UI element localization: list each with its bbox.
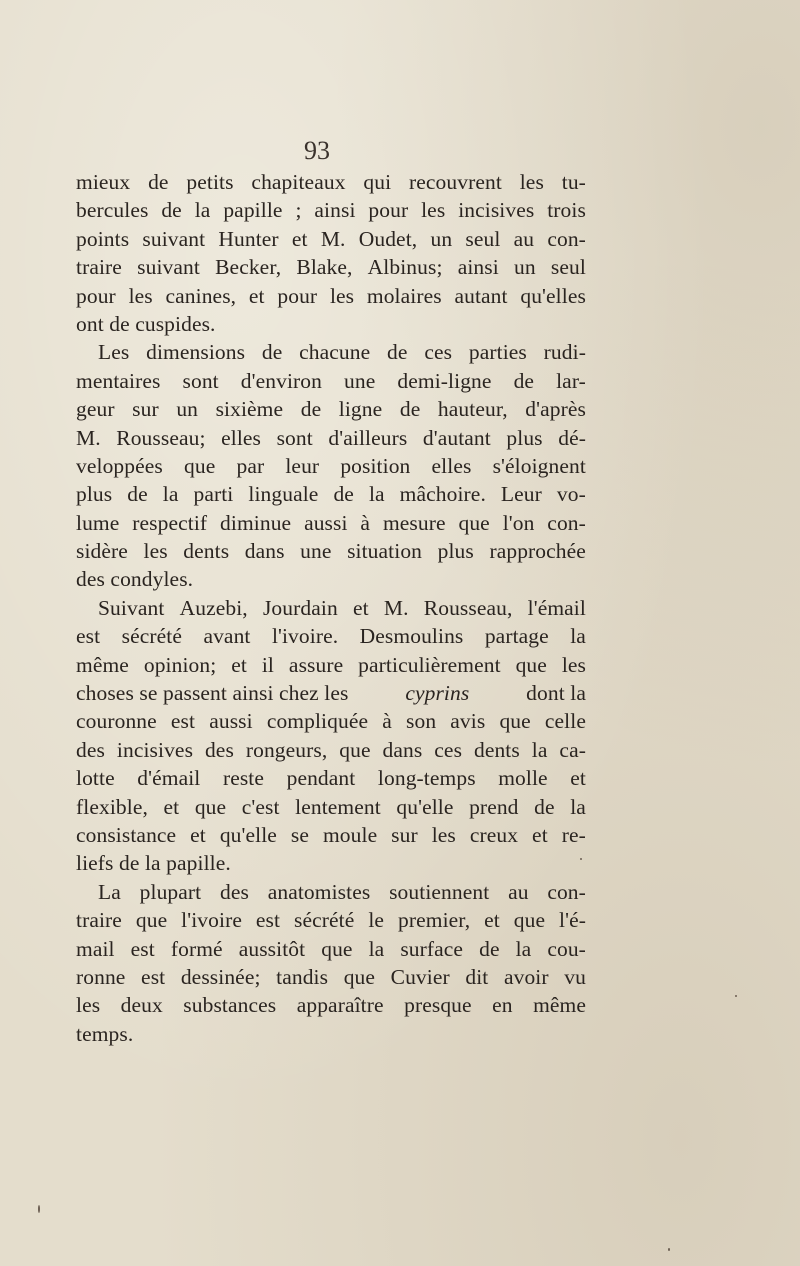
word: de xyxy=(399,397,421,422)
line-text xyxy=(76,253,586,281)
word: ronne xyxy=(76,964,126,989)
word: est xyxy=(76,624,101,649)
word: compliquée xyxy=(266,709,369,734)
word: mail xyxy=(76,936,115,961)
word: veloppées xyxy=(76,453,163,478)
text-line xyxy=(76,253,586,281)
line-text xyxy=(76,793,586,821)
word: un xyxy=(514,255,536,280)
line-text xyxy=(76,537,586,565)
text-line xyxy=(76,651,586,679)
line-text xyxy=(76,168,586,196)
word: les xyxy=(329,283,355,308)
word: reste xyxy=(222,766,265,791)
word: rapprochée xyxy=(489,539,586,564)
word: est xyxy=(255,908,281,933)
word: dit xyxy=(465,964,489,989)
word: le xyxy=(368,908,385,933)
word: de xyxy=(333,482,354,507)
word: apparaître xyxy=(296,993,384,1018)
text-line xyxy=(76,424,586,452)
word: partage xyxy=(484,624,549,649)
word: moule xyxy=(322,822,378,847)
word: parti xyxy=(193,482,234,507)
word: long-temps xyxy=(377,766,476,791)
text-line xyxy=(76,1020,586,1048)
word: Jourdain xyxy=(262,595,338,620)
text-line xyxy=(76,963,586,991)
word: cou- xyxy=(547,936,586,961)
line-text xyxy=(76,395,586,423)
word: la xyxy=(531,737,548,762)
word: avis xyxy=(450,709,486,734)
word: qu'elles xyxy=(520,283,586,308)
word: Desmoulins xyxy=(359,624,464,649)
word: trois xyxy=(547,198,586,223)
text-line xyxy=(76,622,586,650)
word: dents xyxy=(473,737,520,762)
word: vu xyxy=(564,964,586,989)
word: est xyxy=(130,936,155,961)
word: mentaires xyxy=(76,368,161,393)
word: formé xyxy=(170,936,223,961)
word: rudi- xyxy=(543,340,586,365)
word: que xyxy=(339,737,371,762)
text-line xyxy=(76,168,586,196)
line-text xyxy=(98,878,586,906)
word: l'on xyxy=(502,510,535,535)
word: Rousseau, xyxy=(423,595,513,620)
word: se xyxy=(290,822,310,847)
word: Suivant xyxy=(98,595,165,620)
word: ; xyxy=(295,198,302,223)
word: une xyxy=(300,539,332,564)
word: dans xyxy=(382,737,423,762)
line-text xyxy=(76,480,586,508)
word: ainsi xyxy=(314,198,356,223)
word: flexible, xyxy=(76,794,148,819)
word: d'émail xyxy=(137,766,201,791)
word: lar- xyxy=(556,368,586,393)
word: que xyxy=(194,794,227,819)
word: et xyxy=(163,794,180,819)
word: rongeurs, xyxy=(245,737,328,762)
word: d'autant xyxy=(422,425,491,450)
line-text xyxy=(76,963,586,991)
word: La xyxy=(98,879,121,904)
word: l'ivoire xyxy=(181,908,242,933)
word: Blake, xyxy=(296,255,353,280)
line-text xyxy=(76,935,586,963)
paper-speck xyxy=(735,995,737,997)
word: la xyxy=(570,794,586,819)
text-line xyxy=(76,991,586,1019)
line-text: liefs de la papille. xyxy=(76,851,231,876)
line-text xyxy=(76,282,586,310)
text-line xyxy=(76,793,586,821)
text-line xyxy=(76,849,586,877)
word: surface xyxy=(400,936,464,961)
word: pour xyxy=(277,283,318,308)
word: que xyxy=(458,510,490,535)
text-line xyxy=(76,565,586,593)
word: opinion; xyxy=(143,652,217,677)
word: Oudet, xyxy=(358,226,418,251)
word: que xyxy=(499,709,531,734)
line-text: dont la xyxy=(526,681,586,706)
word: geur xyxy=(76,397,115,422)
word: incisives xyxy=(116,737,194,762)
text-line xyxy=(76,367,586,395)
word: de xyxy=(161,198,182,223)
word: et xyxy=(352,595,369,620)
word: même xyxy=(76,652,129,677)
line-text: ont de cuspides. xyxy=(76,311,216,336)
text-line xyxy=(76,395,586,423)
text-line xyxy=(76,707,586,735)
word: dents xyxy=(183,539,230,564)
word: des xyxy=(204,737,234,762)
word: l'ivoire. xyxy=(271,624,339,649)
line-text xyxy=(76,509,586,537)
word: des xyxy=(220,879,249,904)
word: sont xyxy=(276,425,313,450)
text-line xyxy=(76,509,586,537)
word: position xyxy=(340,453,411,478)
word: de xyxy=(300,397,322,422)
word: diminue xyxy=(220,510,292,535)
text-line xyxy=(76,196,586,224)
line-text xyxy=(98,594,586,622)
word: traire xyxy=(76,255,122,280)
word: l'é- xyxy=(559,908,586,933)
word: chapiteaux xyxy=(251,170,346,194)
word: de xyxy=(479,936,500,961)
word: vo- xyxy=(556,482,586,507)
word: sidère xyxy=(76,539,128,564)
word: qu'elle xyxy=(219,822,277,847)
word: premier, xyxy=(398,908,471,933)
word: de xyxy=(127,482,148,507)
word: prend xyxy=(469,794,519,819)
line-text xyxy=(76,707,586,735)
word: que xyxy=(321,936,353,961)
text-line xyxy=(76,906,586,934)
italic-word-cyprins: cyprins xyxy=(405,681,470,706)
word: con- xyxy=(547,226,586,251)
word: substances xyxy=(183,993,277,1018)
word: avoir xyxy=(503,964,549,989)
line-text xyxy=(76,424,586,452)
word: elles xyxy=(431,453,472,478)
word: ainsi xyxy=(457,255,499,280)
word: que xyxy=(513,908,546,933)
word: lume xyxy=(76,510,120,535)
word: seul xyxy=(465,226,501,251)
line-text xyxy=(76,821,586,849)
word: canines, xyxy=(165,283,237,308)
word: Becker, xyxy=(215,255,282,280)
word: sur xyxy=(132,397,159,422)
word: sixième xyxy=(215,397,284,422)
word: aussitôt xyxy=(238,936,306,961)
text-line xyxy=(76,338,586,366)
word: respectif xyxy=(132,510,208,535)
word: demi-ligne xyxy=(397,368,492,393)
word: un xyxy=(176,397,199,422)
text-line xyxy=(76,594,586,622)
word: est xyxy=(170,709,196,734)
text-line xyxy=(76,679,586,707)
word: deux xyxy=(120,993,163,1018)
word: un xyxy=(430,226,453,251)
paper-speck xyxy=(580,858,582,860)
word: lotte xyxy=(76,766,115,791)
word: ligne xyxy=(338,397,383,422)
text-line xyxy=(76,480,586,508)
line-text xyxy=(76,196,586,224)
word: presque xyxy=(404,993,472,1018)
word: M. xyxy=(383,595,409,620)
word: il xyxy=(261,652,275,677)
word: traire xyxy=(76,908,122,933)
line-text xyxy=(76,764,586,792)
word: M. xyxy=(320,226,346,251)
word: creux xyxy=(469,822,519,847)
word: papille xyxy=(223,198,283,223)
word: Hunter xyxy=(218,226,279,251)
word: mâchoire. xyxy=(399,482,486,507)
word: particulièrement xyxy=(358,652,501,677)
line-text xyxy=(98,338,586,366)
text-line xyxy=(76,452,586,480)
word: pour xyxy=(368,198,409,223)
word: les xyxy=(76,993,101,1018)
word: Cuvier xyxy=(390,964,450,989)
word: de xyxy=(148,170,169,194)
word: la xyxy=(570,624,586,649)
word: les xyxy=(561,652,586,677)
line-text xyxy=(76,991,586,1019)
text-line xyxy=(76,878,586,906)
word: avant xyxy=(203,624,251,649)
word: plus xyxy=(437,539,474,564)
word: Les xyxy=(98,340,130,365)
word: tandis xyxy=(276,964,329,989)
word: pour xyxy=(76,283,116,308)
word: sécrété xyxy=(294,908,355,933)
word: seul xyxy=(550,255,586,280)
word: suivant xyxy=(142,226,206,251)
word: au xyxy=(513,226,535,251)
word: elles xyxy=(221,425,262,450)
word: en xyxy=(492,993,513,1018)
word: Albinus; xyxy=(367,255,443,280)
word: les xyxy=(128,283,153,308)
word: s'éloignent xyxy=(492,453,586,478)
word: de xyxy=(261,340,283,365)
paper-speck xyxy=(38,1205,40,1213)
word: dé- xyxy=(558,425,586,450)
word: incisives xyxy=(458,198,535,223)
word: par xyxy=(236,453,265,478)
word: des xyxy=(76,737,105,762)
word: les xyxy=(519,170,544,194)
word: ces xyxy=(434,737,463,762)
word: parties xyxy=(468,340,527,365)
word: linguale xyxy=(248,482,319,507)
word: sécrété xyxy=(121,624,182,649)
word: con- xyxy=(547,510,586,535)
word: molle xyxy=(498,766,548,791)
word: et xyxy=(291,226,308,251)
word: que xyxy=(515,652,547,677)
word: plus xyxy=(506,425,543,450)
word: aussi xyxy=(304,510,348,535)
word: et xyxy=(484,908,500,933)
word: la xyxy=(368,482,385,507)
word: molaires xyxy=(366,283,442,308)
word: la xyxy=(194,198,211,223)
word: qu'elle xyxy=(396,794,454,819)
word: une xyxy=(344,368,376,393)
word: recouvrent xyxy=(408,170,502,194)
word: con- xyxy=(547,879,586,904)
word: chacune xyxy=(299,340,371,365)
word: mieux xyxy=(76,170,131,194)
word: dessinée; xyxy=(180,964,261,989)
word: d'ailleurs xyxy=(328,425,408,450)
line-text xyxy=(76,651,586,679)
word: Rousseau; xyxy=(116,425,206,450)
word: au xyxy=(508,879,529,904)
word: qui xyxy=(363,170,392,194)
word: sont xyxy=(182,368,219,393)
line-text: des condyles. xyxy=(76,567,194,592)
word: plus xyxy=(76,482,113,507)
word: et xyxy=(532,822,548,847)
word: de xyxy=(534,794,555,819)
word: la xyxy=(515,936,532,961)
word: situation xyxy=(347,539,423,564)
word: anatomistes xyxy=(267,879,371,904)
word: que xyxy=(135,908,168,933)
word: leur xyxy=(285,453,320,478)
word: la xyxy=(368,936,385,961)
text-line xyxy=(76,935,586,963)
word: petits xyxy=(186,170,234,194)
line-text xyxy=(76,736,586,764)
word: les xyxy=(421,198,446,223)
word: hauteur, xyxy=(437,397,508,422)
line-text: temps. xyxy=(76,1021,134,1046)
word: est xyxy=(141,964,166,989)
word: ca- xyxy=(559,737,586,762)
text-line xyxy=(76,736,586,764)
word: les xyxy=(431,822,456,847)
body-text xyxy=(76,168,586,1048)
word: à xyxy=(360,510,371,535)
line-text xyxy=(76,906,586,934)
word: points xyxy=(76,226,130,251)
word: de xyxy=(387,340,408,365)
word: à xyxy=(382,709,392,734)
word: les xyxy=(143,539,168,564)
word: consistance xyxy=(76,822,177,847)
word: couronne xyxy=(76,709,157,734)
text-line xyxy=(76,537,586,565)
word: dimensions xyxy=(146,340,246,365)
word: et xyxy=(570,766,586,791)
word: d'après xyxy=(525,397,586,422)
text-line xyxy=(76,764,586,792)
word: et xyxy=(231,652,247,677)
word: Leur xyxy=(500,482,542,507)
word: M. xyxy=(76,425,101,450)
word: tu- xyxy=(561,170,586,194)
word: Auzebi, xyxy=(179,595,248,620)
word: celle xyxy=(544,709,586,734)
word: et xyxy=(190,822,206,847)
word: plupart xyxy=(139,879,202,904)
word: l'émail xyxy=(527,595,586,620)
word: de xyxy=(513,368,535,393)
word: suivant xyxy=(137,255,200,280)
line-text xyxy=(76,622,586,650)
text-line xyxy=(76,821,586,849)
line-text xyxy=(76,225,586,253)
word: re- xyxy=(561,822,586,847)
word: que xyxy=(343,964,376,989)
word: assure xyxy=(288,652,344,677)
word: c'est xyxy=(241,794,280,819)
text-line xyxy=(76,282,586,310)
word: dans xyxy=(244,539,285,564)
word: mesure xyxy=(382,510,446,535)
word: ces xyxy=(424,340,453,365)
text-line xyxy=(76,225,586,253)
word: son xyxy=(406,709,437,734)
page-number: 93 xyxy=(304,136,330,165)
paper-speck xyxy=(668,1248,670,1251)
line-text xyxy=(76,367,586,395)
word: pendant xyxy=(286,766,356,791)
line-text xyxy=(76,452,586,480)
word: d'environ xyxy=(240,368,322,393)
word: la xyxy=(162,482,179,507)
word: même xyxy=(533,993,586,1018)
text-line xyxy=(76,310,586,338)
word: soutiennent xyxy=(389,879,490,904)
word: bercules xyxy=(76,198,149,223)
word: sur xyxy=(391,822,418,847)
word: et xyxy=(248,283,265,308)
word: autant xyxy=(454,283,508,308)
word: lentement xyxy=(295,794,381,819)
word: aussi xyxy=(209,709,253,734)
word: que xyxy=(184,453,216,478)
line-text: choses se passent ainsi chez les xyxy=(76,681,349,706)
